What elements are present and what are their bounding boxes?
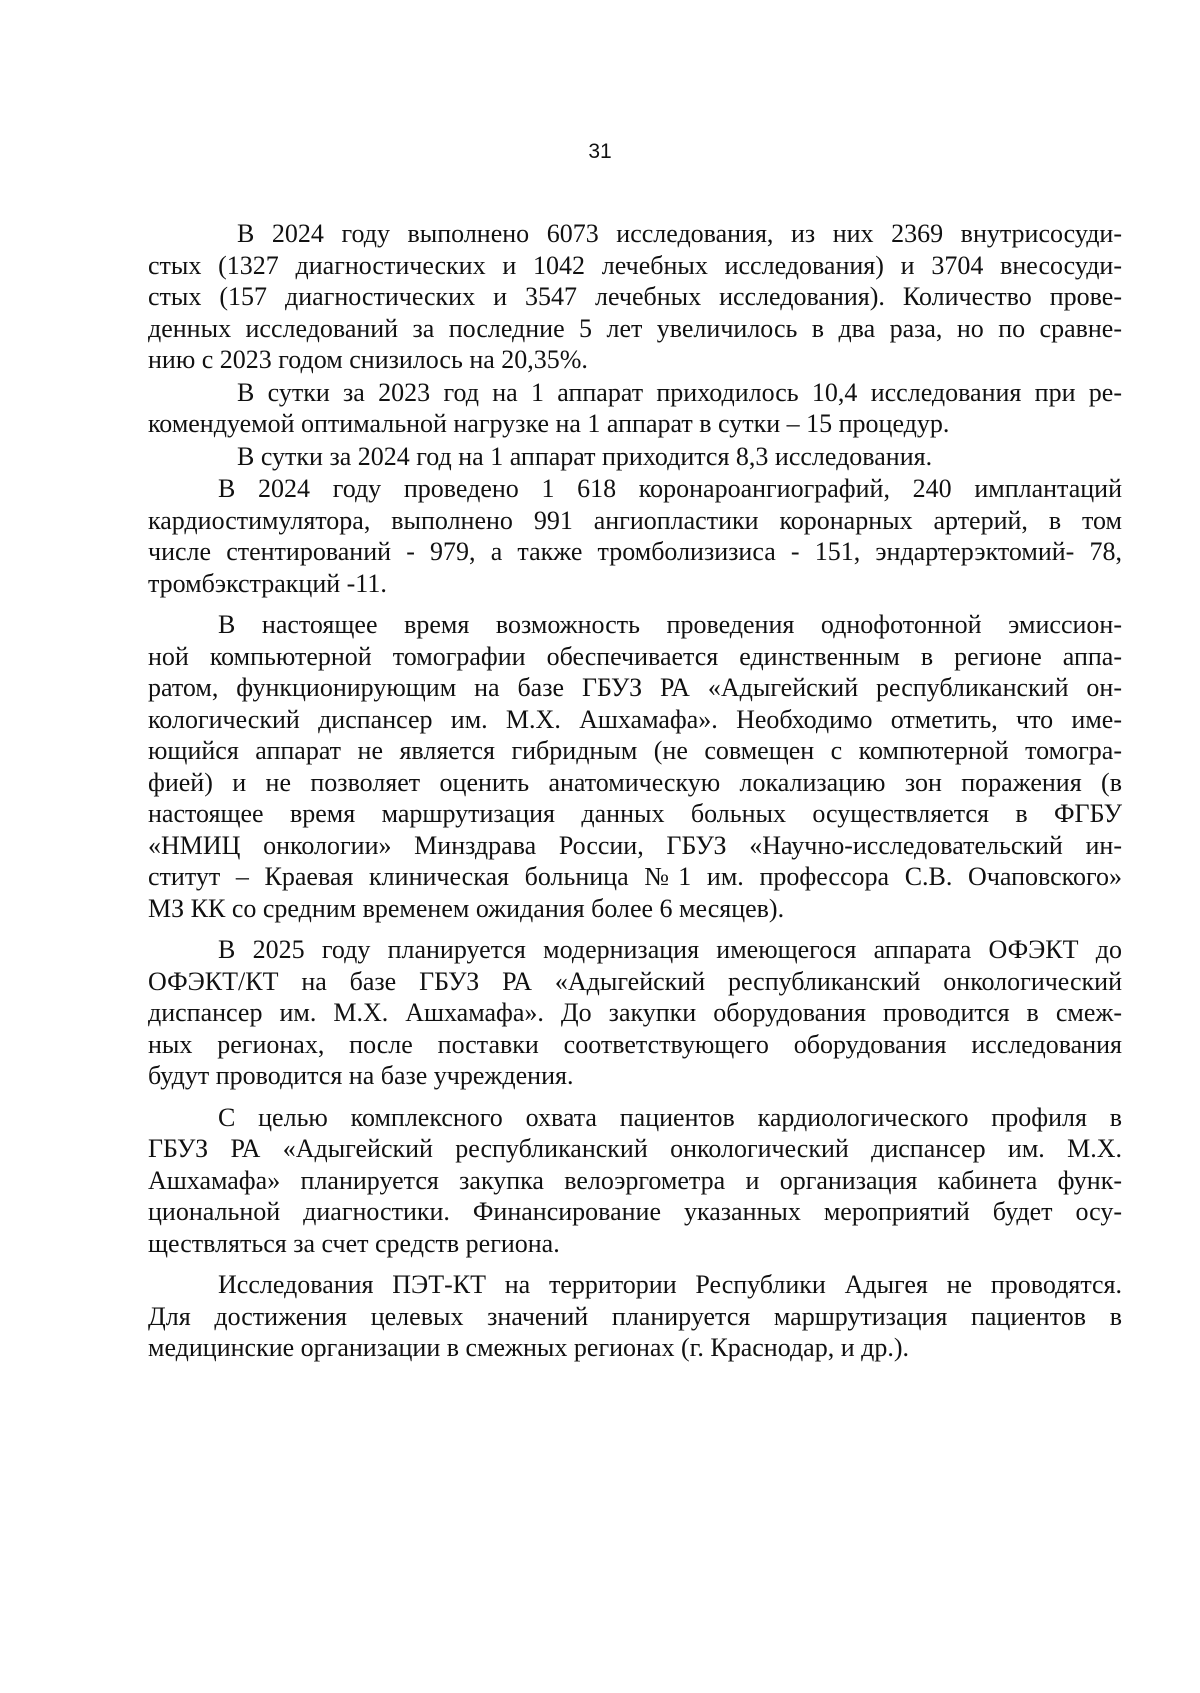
text-line: денных исследований за последние 5 лет увеличилось в два раза, но по сравне- xyxy=(148,313,1122,343)
text-line: В сутки за 2024 год на 1 аппарат приходится 8,3 исследования. xyxy=(237,441,933,471)
paragraph-studies-2024 xyxy=(148,218,1122,376)
text-line: будут проводится на базе учреждения. xyxy=(148,1061,574,1090)
text-line: кардиостимулятора, выполнено 991 ангиопластики коронарных артерий, в том xyxy=(148,505,1122,535)
text-line: Исследования ПЭТ-КТ на территории Республики Адыгея не проводятся. xyxy=(218,1270,1122,1299)
text-line: ГБУЗ РА «Адыгейский республиканский онкологический диспансер им. М.Х. xyxy=(148,1134,1122,1163)
text-line: МЗ КК со средним временем ожидания более 6 месяцев). xyxy=(148,893,785,923)
text-line: В настоящее время возможность проведения однофотонной эмиссион- xyxy=(218,610,1122,639)
text-line: ющийся аппарат не является гибридным (не совмещен с компютерной томогра- xyxy=(148,736,1122,765)
text-line: Ашхамафа» планируется закупка велоэргометра и организация кабинета функ- xyxy=(148,1165,1122,1195)
text-line: диспансер им. М.Х. Ашхамафа». До закупки оборудования проводится в смеж- xyxy=(148,998,1122,1027)
text-line: ных регионах, после поставки соответствующего оборудования исследования xyxy=(148,1029,1122,1059)
paragraph-angiography xyxy=(148,473,1122,599)
text-line: С целью комплексного охвата пациентов кардиологического профиля в xyxy=(218,1102,1122,1132)
text-line: стых (157 диагностических и 3547 лечебных исследования). Количество прове- xyxy=(148,282,1122,311)
text-line: фией) и не позволяет оценить анатомическую локализацию зон поражения (в xyxy=(148,767,1122,797)
text-line: комендуемой оптимальной нагрузке на 1 аппарат в сутки – 15 процедур. xyxy=(148,409,950,438)
text-line: циональной диагностики. Финансирование указанных мероприятий будет осу- xyxy=(148,1197,1122,1226)
text-line: В 2024 году проведено 1 618 коронароангиографий, 240 имплантаций xyxy=(218,474,1122,503)
text-line: ной компьютерной томографии обеспечивается единственным в регионе аппа- xyxy=(148,641,1122,671)
paragraph-pet-ct xyxy=(148,1269,1122,1364)
paragraph-spect xyxy=(148,609,1122,924)
text-line: Для достижения целевых значений планируется маршрутизация пациентов в xyxy=(148,1301,1122,1331)
text-line: стых (1327 диагностических и 1042 лечебных исследования) и 3704 внесосуди- xyxy=(148,250,1122,280)
page-number: 31 xyxy=(588,140,612,163)
text-line: «НМИЦ онкологии» Минздрава России, ГБУЗ «Научно-исследовательский ин- xyxy=(148,830,1122,860)
text-line: числе стентирований - 979, а также тромболизизиса - 151, эндартерэктомий- 78, xyxy=(148,537,1122,566)
text-line: В сутки за 2023 год на 1 аппарат приходилось 10,4 исследования при ре- xyxy=(237,377,1122,407)
text-line: ществляться за счет средств региона. xyxy=(148,1228,560,1258)
text-line: В 2025 году планируется модернизация имеющегося аппарата ОФЭКТ до xyxy=(218,935,1122,964)
paragraph-cardiology xyxy=(148,1102,1122,1260)
text-line: ратом, функционирующим на базе ГБУЗ РА «Адыгейский республиканский он- xyxy=(148,673,1122,702)
text-line: настоящее время маршрутизация данных больных осуществляется в ФГБУ xyxy=(148,799,1122,828)
text-line: нию с 2023 годом снизилось на 20,35%. xyxy=(148,345,588,374)
text-line: В 2024 году выполнено 6073 исследования, из них 2369 внутрисосуди- xyxy=(237,219,1122,248)
text-line: ОФЭКТ/КТ на базе ГБУЗ РА «Адыгейский республиканский онкологический xyxy=(148,966,1122,996)
document-body xyxy=(148,218,1122,1364)
text-line: кологический диспансер им. М.Х. Ашхамафа». Необходимо отметить, что име- xyxy=(148,704,1122,734)
paragraph-modernization-2025 xyxy=(148,934,1122,1092)
text-line: ститут – Краевая клиническая больница №1 им. профессора С.В. Очаповского» xyxy=(148,862,1122,891)
paragraph-load-2023 xyxy=(148,377,1122,440)
paragraph-load-2024 xyxy=(148,441,1122,473)
text-line: медицинские организации в смежных регионах (г. Краснодар, и др.). xyxy=(148,1333,910,1362)
text-line: тромбэкстракций -11. xyxy=(148,568,387,598)
